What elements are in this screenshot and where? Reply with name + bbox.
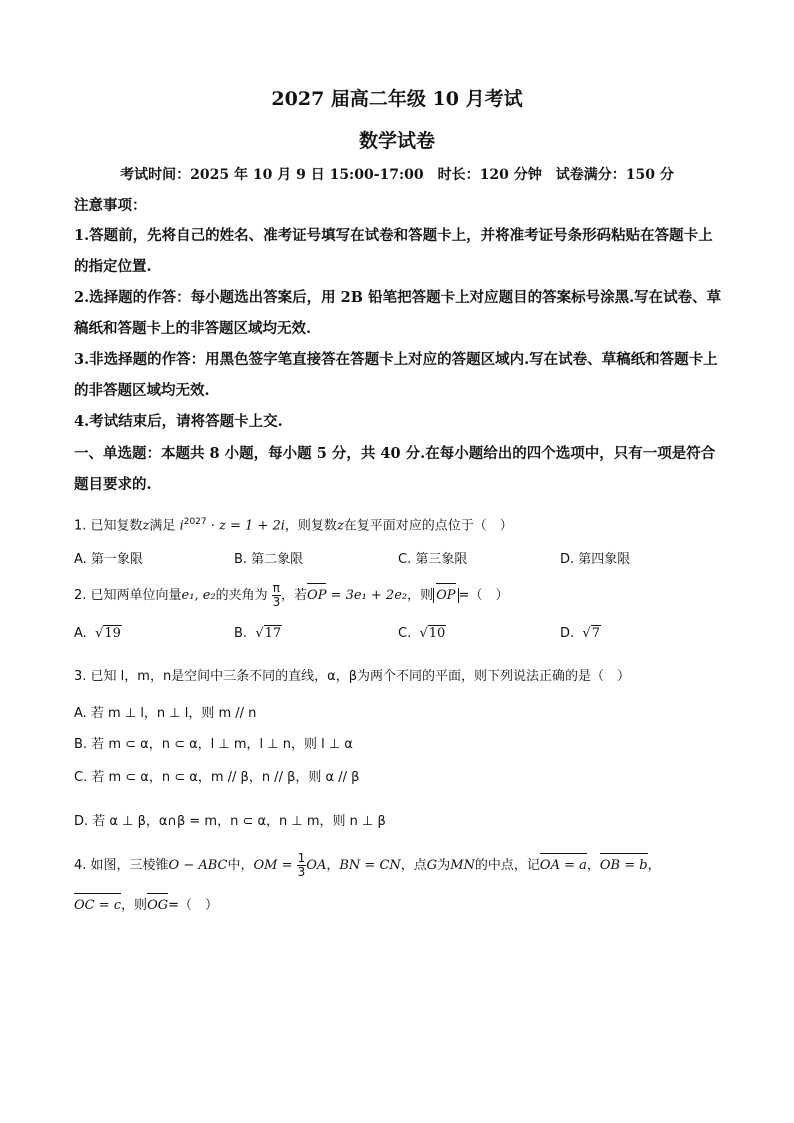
question-1-options: [74, 548, 724, 568]
q4-om: OM =: [253, 858, 293, 873]
q4-vec-b: OB = b: [600, 856, 648, 876]
question-2-stem: [74, 582, 724, 609]
q2-mid1: 的夹角为: [215, 588, 268, 603]
q3-option-d[interactable]: D. 若 α ⊥ β，α∩β = m，n ⊂ α，n ⊥ m，则 n ⊥ β: [74, 814, 386, 829]
q3-option-b[interactable]: B. 若 m ⊂ α，n ⊂ α，l ⊥ m，l ⊥ n，则 l ⊥ α: [74, 737, 353, 752]
q2-a-label: A.: [74, 626, 87, 641]
q4-vec-a: OA = a: [540, 856, 587, 876]
q2-option-c[interactable]: [398, 626, 446, 641]
question-3-stem: 3. 已知 l，m，n是空间中三条不同的直线，α，β为两个不同的平面，则下列说法正确的是（ ）: [74, 669, 631, 684]
q1-prefix: 1. 已知复数: [74, 518, 143, 534]
q1-mid1: 满足: [149, 518, 176, 534]
q2-vecs: e₁, e₂: [181, 588, 216, 603]
q1-mid2: ，则复数: [284, 518, 337, 534]
q2-tail: =（ ）: [458, 588, 509, 603]
question-4-line2: [74, 896, 724, 916]
q2-prefix: 2. 已知两单位向量: [74, 588, 182, 603]
q2-option-a[interactable]: [74, 626, 122, 641]
q4-sep: ，: [586, 858, 600, 873]
q2-d-sqrt: √7: [582, 626, 600, 641]
q4-mid4: 为: [437, 858, 451, 873]
q4-fraction: [297, 852, 307, 879]
q4-mid1: 中，: [227, 858, 254, 873]
section1-heading: 一、单选题：本题共 8 小题，每小题 5 分，共 40 分.在每小题给出的四个选项中，只有一项是符合题目要求的.: [74, 445, 716, 493]
q1-option-d[interactable]: D. 第四象限: [560, 552, 631, 567]
q1-option-b[interactable]: B. 第二象限: [234, 552, 304, 567]
q2-c-label: C.: [398, 626, 412, 641]
q2-d-label: D.: [560, 626, 575, 641]
q4-bn: BN = CN: [339, 858, 401, 873]
q2-b-rad: 17: [264, 626, 282, 641]
q1-var-z: z: [142, 518, 150, 534]
q4-tetra: O − ABC: [168, 858, 228, 873]
q4-prefix: 4. 如图，三棱锥: [74, 858, 169, 873]
q4-frac-num: 1: [297, 851, 306, 865]
notice-item-1: 1.答题前，先将自己的姓名、准考证号填写在试卷和答题卡上，并将准考证号条形码粘贴在答题卡上的指定位置.: [74, 227, 713, 275]
q4-g: G: [426, 858, 438, 873]
q2-a-rad: 19: [104, 626, 121, 641]
q2-vec-op: OP: [307, 586, 326, 606]
q1-tail: 在复平面对应的点位于（ ）: [343, 518, 513, 534]
q2-abs: [433, 588, 458, 603]
q2-frac-num: π: [272, 581, 281, 595]
q2-frac-den: 3: [272, 595, 281, 609]
q1-expr-i: i: [179, 518, 184, 534]
notice-item-3: 3.非选择题的作答：用黑色签字笔直接答在答题卡上对应的答题区域内.写在试卷、草稿纸和答题卡上的非答题区域均无效.: [74, 351, 718, 399]
q1-expr2: · z = 1 + 2i: [210, 518, 285, 534]
q2-mid2: ，若: [281, 588, 308, 603]
q2-a-sqrt: √19: [95, 626, 121, 641]
q4-line2-mid: ，则: [121, 898, 148, 913]
q2-mid3: ，则: [407, 588, 434, 603]
q4-vec-og: OG: [147, 896, 168, 916]
q4-mn: MN: [450, 858, 475, 873]
q1-option-a[interactable]: A. 第一象限: [74, 552, 143, 567]
q2-d-rad: 7: [591, 626, 600, 641]
q2-fraction: [272, 582, 281, 609]
q4-mid3: ，点: [400, 858, 427, 873]
q4-mid5: 的中点，记: [474, 858, 540, 873]
q4-line2-tail: =（ ）: [168, 898, 219, 913]
exam-info: 考试时间：2025 年 10 月 9 日 15:00-17:00 时长：120 分钟 试卷满分：150 分: [120, 167, 674, 183]
exam-subtitle: 数学试卷: [358, 130, 435, 152]
q2-expr: = 3e₁ + 2e₂: [330, 588, 408, 603]
q2-option-d[interactable]: [560, 626, 601, 641]
q2-c-sqrt: √10: [419, 626, 446, 641]
notice-heading: 注意事项：: [74, 197, 147, 214]
question-2-options: [74, 626, 724, 646]
q4-frac-den: 3: [297, 865, 306, 879]
q2-b-sqrt: √17: [255, 626, 282, 641]
exam-title: 2027 届高二年级 10 月考试: [271, 88, 523, 110]
question-4-stem: [74, 852, 724, 879]
q4-sep2: ，: [647, 858, 661, 873]
notice-item-4: 4.考试结束后，请将答题卡上交.: [74, 413, 283, 430]
q1-exp: 2027: [183, 517, 207, 527]
q4-vec-c: OC = c: [74, 896, 121, 916]
q2-option-b[interactable]: [234, 626, 282, 641]
q3-option-c[interactable]: C. 若 m ⊂ α，n ⊂ α，m // β，n // β，则 α // β: [74, 770, 360, 785]
notice-item-2: 2.选择题的作答：每小题选出答案后，用 2B 铅笔把答题卡上对应题目的答案标号涂黑.写在试卷、草稿纸和答题卡上的非答题区域均无效.: [74, 289, 722, 337]
q2-b-label: B.: [234, 626, 248, 641]
q1-option-c[interactable]: C. 第三象限: [398, 552, 468, 567]
q4-oa: OA: [306, 858, 327, 873]
question-1-stem: [74, 512, 724, 536]
q1-var-z2: z: [336, 518, 344, 534]
q4-mid2: ，: [326, 858, 340, 873]
q3-option-a[interactable]: A. 若 m ⊥ l，n ⊥ l，则 m // n: [74, 706, 257, 721]
q2-c-rad: 10: [428, 626, 446, 641]
q2-vec-op-abs: OP: [436, 586, 455, 606]
